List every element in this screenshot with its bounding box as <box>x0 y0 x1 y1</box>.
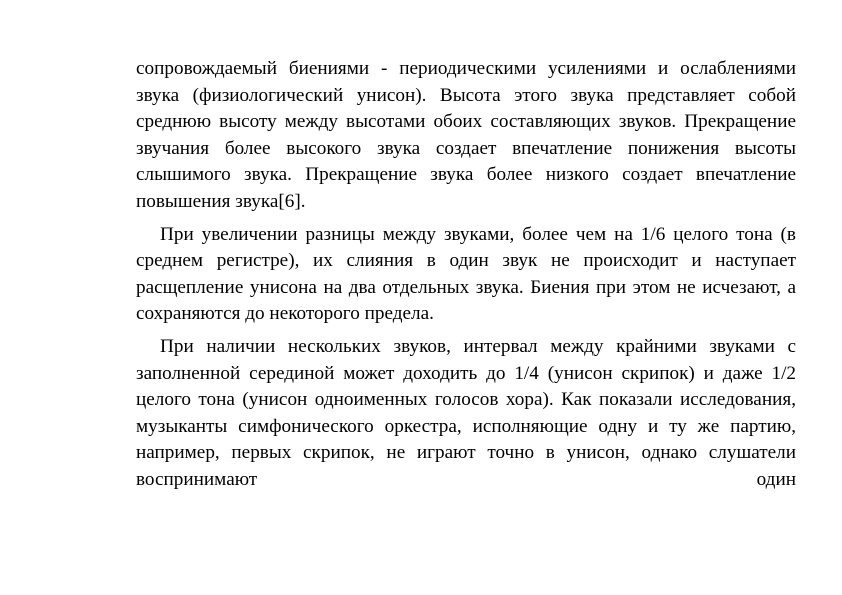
paragraph-multiple-sounds: При наличии нескольких звуков, интервал между крайними звуками с заполненной серединой может доходить до 1/4 (унисон скрипок) и даже 1/2 целого тона (унисон одноименных голосов хора). Как показали исследования, музыканты симфонического оркестра, исполняющие одну и ту же партию, например, первых скрипок, не играют точно в унисон, однако слушатели воспринимают один <box>136 335 796 490</box>
paragraph-continuation: сопровождаемый биениями - периодическими усилениями и ослаблениями звука (физиологический унисон). Высота этого звука представляет собой среднюю высоту между высотами обоих составляющих звуков. Прекращение звучания более высокого звука создает впечатление понижения высоты слышимого звука. Прекращение звука более низкого создает впечатление повышения звука[6]. <box>136 58 796 212</box>
paragraph-unison-splitting: При увеличении разницы между звуками, более чем на 1/6 целого тона (в среднем регистре), их слияния в один звук не происходит и наступает расщепление унисона на два отдельных звука. Биения при этом не исчезают, а сохраняются до некоторого предела. <box>136 223 796 325</box>
body-text <box>136 56 796 494</box>
